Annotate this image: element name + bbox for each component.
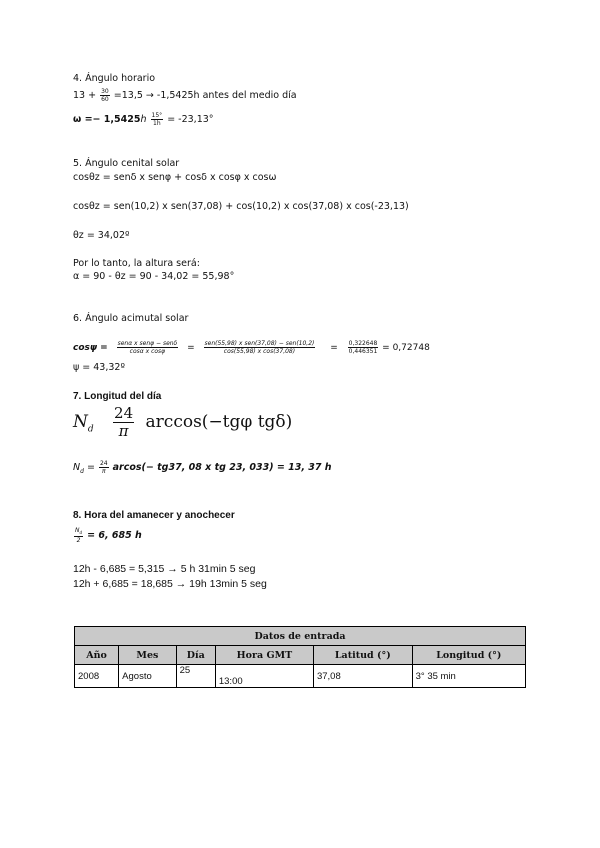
- header-month: Mes: [119, 646, 176, 665]
- half-day-equation: [73, 527, 142, 544]
- header-hour-gmt: Hora GMT: [215, 646, 313, 665]
- sunrise-line: 12h - 6,685 = 5,315 → 5 h 31min 5 seg: [73, 563, 256, 575]
- section-5-heading: 5. Ángulo cenital solar: [73, 158, 180, 169]
- psi-value: ψ = 43,32º: [73, 362, 125, 373]
- calc-arcos-expression: arcos(− tg37, 08 x tg 23, 033) = 13, 37 h: [112, 462, 332, 473]
- cell-year: 2008: [75, 665, 119, 688]
- cell-day: 25: [176, 665, 215, 688]
- hour-angle-line-2: [73, 112, 214, 127]
- header-day: Día: [176, 646, 215, 665]
- omega-hour-unit: h: [140, 114, 147, 125]
- fraction-24-pi: $\frac{24}{\pi}$: [114, 404, 134, 440]
- cell-month: Agosto: [119, 665, 176, 688]
- altitude-equation: α = 90 - θz = 90 - 34,02 = 55,98°: [73, 271, 235, 282]
- calc-fraction-24-pi: $\frac{24}{\pi}$: [99, 460, 108, 475]
- calc-equals: =: [86, 462, 95, 473]
- hour-angle-result: =13,5 → -1,5425h antes del medio día: [113, 90, 297, 101]
- section-4-heading: 4. Ángulo horario: [73, 73, 156, 84]
- azimuth-fraction-2: $\frac{\text{sen(55,98) x sen(37,08) − sen(10,2)}}{\text{cos(55,98) x cos(37,08)}}$: [204, 340, 315, 355]
- sunset-line: 12h + 6,685 = 18,685 → 19h 13min 5 seg: [73, 578, 267, 590]
- table-title: Datos de entrada: [75, 627, 526, 646]
- hour-angle-term: 13 +: [73, 90, 97, 101]
- zenith-equation-3: θz = 34,02º: [73, 230, 130, 241]
- section-6-heading: 6. Ángulo acimutal solar: [73, 313, 189, 324]
- equals-2: =: [330, 343, 338, 353]
- azimuth-fraction-1: $\frac{\text{senα x senφ − senδ}}{\text{cosα x cosφ}}$: [117, 340, 178, 355]
- nd-symbol: $N_d$: [73, 412, 94, 435]
- azimuth-fraction-3: $\frac{0,322648}{0,446351}$: [348, 340, 378, 355]
- cell-latitude: 37,08: [313, 665, 412, 688]
- arccos-expression: arccos(−tgφ tgδ): [145, 412, 293, 432]
- azimuth-equation: [73, 340, 430, 355]
- header-latitude: Latitud (°): [313, 646, 412, 665]
- altitude-note: Por lo tanto, la altura será:: [73, 258, 200, 269]
- nd-calc-symbol: $N_d$: [73, 462, 84, 475]
- fraction-30-60: $\frac{30}{60}$: [101, 88, 109, 103]
- fraction-nd-2: $\frac{N_d}{2}$: [75, 527, 83, 545]
- zenith-equation-1: cosθz = senδ x senφ + cosδ x cosφ x cosω: [73, 172, 277, 183]
- zenith-equation-2: cosθz = sen(10,2) x sen(37,08) + cos(10,2) x cos(37,08) x cos(-23,13): [73, 201, 409, 212]
- input-data-table: [74, 626, 526, 688]
- fraction-15-1h: $\frac{15^\circ}{1h}$: [151, 112, 163, 127]
- section-8-heading: 8. Hora del amanecer y anochecer: [73, 510, 235, 521]
- cell-longitude: 3° 35 min: [412, 665, 525, 688]
- azimuth-result: = 0,72748: [382, 343, 430, 353]
- header-year: Año: [75, 646, 119, 665]
- table-row: [75, 665, 526, 688]
- omega-term: ω =− 1,5425: [73, 114, 141, 125]
- day-length-formula: [73, 405, 292, 440]
- cell-hour: 13:00: [215, 665, 313, 688]
- hour-angle-line-1: [73, 88, 297, 103]
- cos-psi-label: cosψ =: [73, 343, 108, 353]
- header-longitude: Longitud (°): [412, 646, 525, 665]
- day-length-calc: [73, 460, 332, 478]
- table-header-row: [75, 646, 526, 665]
- equals-1: =: [187, 343, 195, 353]
- section-7-heading: 7. Longitud del día: [73, 391, 162, 402]
- half-day-result: = 6, 685 h: [87, 530, 142, 542]
- omega-result: = -23,13°: [167, 114, 214, 125]
